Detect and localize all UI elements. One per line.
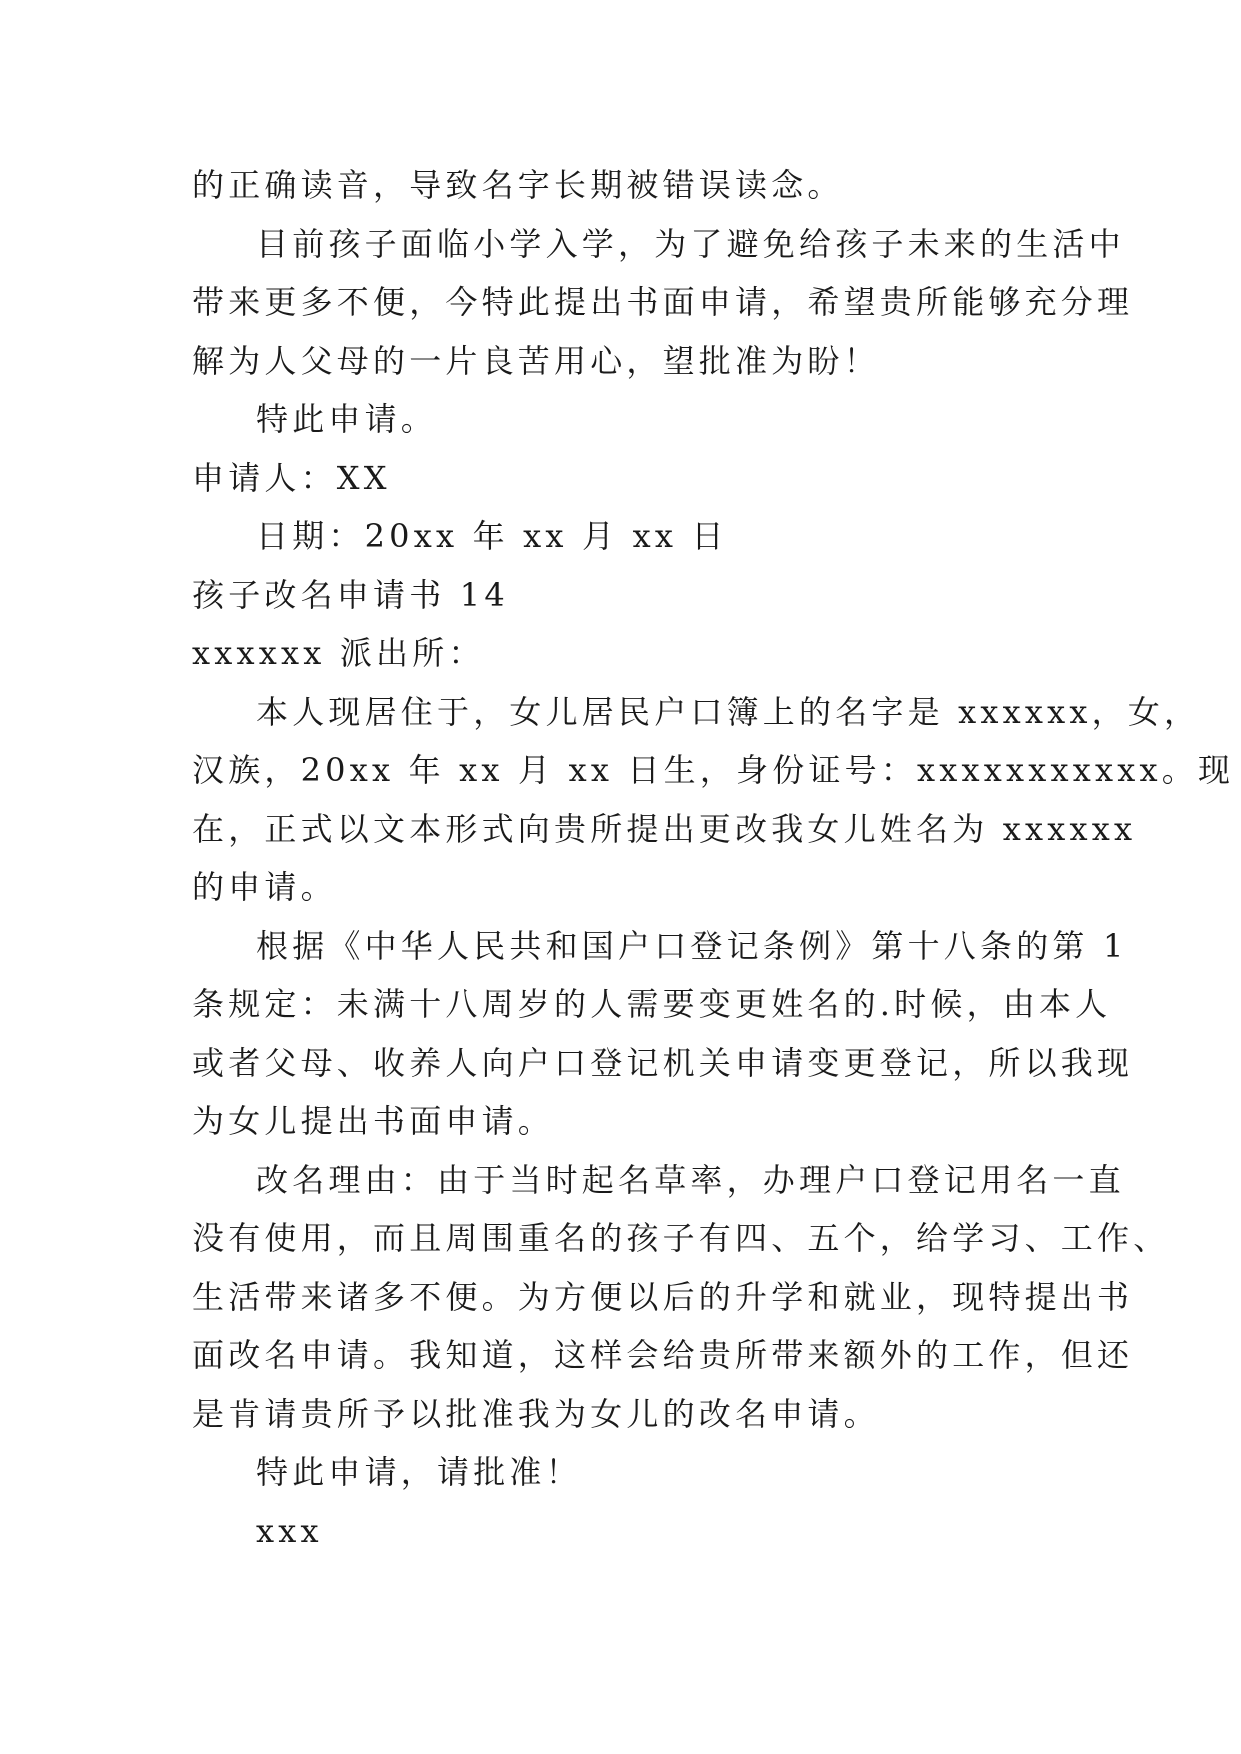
closing-line: 特此申请，请批准！ [256,1453,582,1491]
text-line: 为女儿提出书面申请。 [192,1102,555,1140]
text-line: 目前孩子面临小学入学，为了避免给孩子未来的生活中 [256,224,1125,263]
text-line: 的正确读音，导致名字长期被错误读念。 [192,166,844,204]
text-line: 带来更多不便，今特此提出书面申请，希望贵所能够充分理 [192,283,1134,321]
text-line: 解为人父母的一片良苦用心，望批准为盼！ [192,341,880,380]
text-line: 本人现居住于，女儿居民户口簿上的名字是 xxxxxx，女， [256,692,1201,731]
text-line: 生活带来诸多不便。为方便以后的升学和就业，现特提出书 [192,1277,1134,1316]
text-line: 根据《中华人民共和国户口登记条例》第十八条的第 1 [256,926,1128,965]
text-line: 没有使用，而且周围重名的孩子有四、五个，给学习、工作、 [192,1219,1170,1257]
text-line: 特此申请。 [256,400,438,438]
text-line: 汉族，20xx 年 xx 月 xx 日生，身份证号：xxxxxxxxxxx。现 [192,751,1235,789]
text-line: 是肯请贵所予以批准我为女儿的改名申请。 [192,1394,880,1433]
text-line: 或者父母、收养人向户口登记机关申请变更登记，所以我现 [192,1043,1134,1082]
section-title: 孩子改名申请书 14 [192,575,509,614]
text-line: 面改名申请。我知道，这样会给贵所带来额外的工作，但还 [192,1336,1134,1374]
document-page [192,156,1235,1560]
text-line: 条规定：未满十八周岁的人需要变更姓名的.时候，由本人 [192,985,1112,1023]
date-line: 日期：20xx 年 xx 月 xx 日 [256,517,728,555]
text-line: 的申请。 [192,868,337,906]
text-line: 改名理由：由于当时起名草率，办理户口登记用名一直 [256,1160,1125,1199]
text-line: 在，正式以文本形式向贵所提出更改我女儿姓名为 xxxxxx [192,809,1137,848]
recipient-line: xxxxxx 派出所： [192,634,485,672]
signature-line: xxx [256,1511,323,1550]
applicant-line: 申请人：XX [192,458,391,497]
